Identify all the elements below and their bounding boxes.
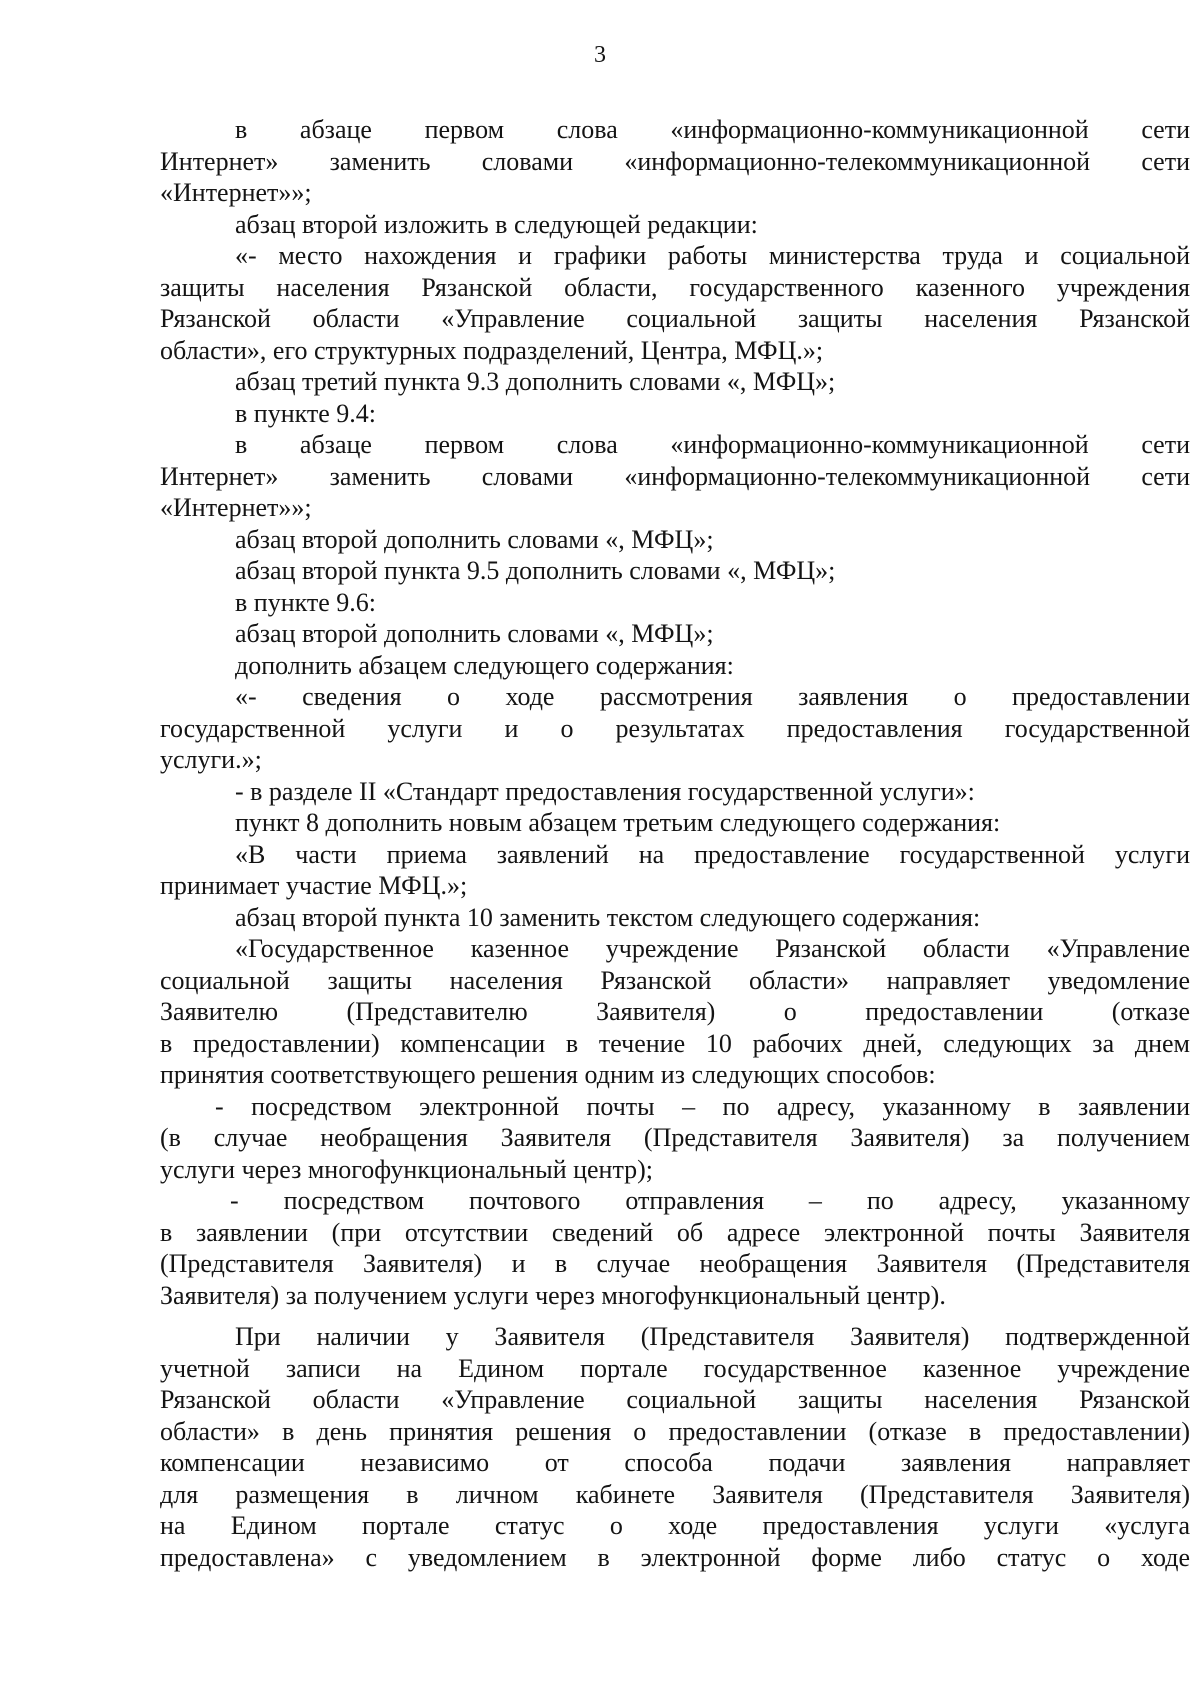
paragraph-10 xyxy=(160,618,1190,650)
paragraph-15 xyxy=(160,839,1190,902)
text-line: абзац второй пункта 9.5 дополнить словами «, МФЦ»; xyxy=(235,556,836,585)
text-line: «Интернет»»; xyxy=(160,493,312,522)
paragraph-6 xyxy=(160,429,1190,524)
text-line: абзац второй дополнить словами «, МФЦ»; xyxy=(235,524,714,554)
paragraph-9 xyxy=(160,587,1190,619)
text-line: принятия соответствующего решения одним из следующих способов: xyxy=(160,1060,936,1089)
text-line: в заявлении (при отсутствии сведений об адресе электронной почты Заявителя xyxy=(160,1217,1190,1247)
document-body xyxy=(160,114,1190,1573)
page-number: 3 xyxy=(594,42,606,68)
text-line: «- сведения о ходе рассмотрения заявления о предоставлении xyxy=(235,682,1190,711)
paragraph-1 xyxy=(160,114,1190,209)
text-line: в пункте 9.4: xyxy=(235,398,377,428)
text-line: пункт 8 дополнить новым абзацем третьим следующего содержания: xyxy=(235,808,1001,837)
paragraph-8 xyxy=(160,555,1190,587)
text-line: - посредством электронной почты – по адресу, указанному в заявлении xyxy=(215,1091,1190,1121)
text-line: области» в день принятия решения о предоставлении (отказе в предоставлении) xyxy=(160,1416,1190,1446)
paragraph-7 xyxy=(160,524,1190,556)
text-line: абзац третий пункта 9.3 дополнить словами «, МФЦ»; xyxy=(235,367,836,396)
paragraph-11 xyxy=(160,650,1190,682)
text-line: Заявителю (Представителю Заявителя) о предоставлении (отказе xyxy=(160,997,1190,1026)
text-line: абзац второй пункта 10 заменить текстом следующего содержания: xyxy=(235,902,981,932)
text-line: для размещения в личном кабинете Заявителя (Представителя Заявителя) xyxy=(160,1479,1190,1509)
paragraph-14 xyxy=(160,807,1190,839)
text-line: услуги.»; xyxy=(160,745,262,774)
text-line: области», его структурных подразделений, Центра, МФЦ.»; xyxy=(160,335,824,365)
text-line: - посредством почтового отправления – по адресу, указанному xyxy=(230,1186,1190,1215)
text-line: на Едином портале статус о ходе предоставления услуги «услуга xyxy=(160,1511,1190,1540)
text-line: При наличии у Заявителя (Представителя Заявителя) подтвержденной xyxy=(235,1322,1190,1351)
text-line: в абзаце первом слова «информационно-коммуникационной сети xyxy=(235,115,1190,144)
paragraph-13 xyxy=(160,776,1190,808)
text-line: Рязанской области «Управление социальной защиты населения Рязанской xyxy=(160,304,1190,333)
paragraph-19 xyxy=(160,1185,1190,1311)
paragraph-17 xyxy=(160,933,1190,1091)
paragraph-18 xyxy=(160,1091,1190,1186)
text-line: абзац второй изложить в следующей редакции: xyxy=(235,209,758,239)
text-line: компенсации независимо от способа подачи заявления направляет xyxy=(160,1448,1190,1477)
text-line: Заявителя) за получением услуги через многофункциональный центр). xyxy=(160,1280,946,1310)
text-line: «Государственное казенное учреждение Рязанской области «Управление xyxy=(235,934,1190,963)
paragraph-12 xyxy=(160,681,1190,776)
text-line: «Интернет»»; xyxy=(160,178,312,207)
text-line: «- место нахождения и графики работы министерства труда и социальной xyxy=(235,241,1190,270)
text-line: социальной защиты населения Рязанской области» направляет уведомление xyxy=(160,965,1190,995)
text-line: Интернет» заменить словами «информационно-телекоммуникационной сети xyxy=(160,461,1190,491)
text-line: «В части приема заявлений на предоставление государственной услуги xyxy=(235,839,1190,869)
paragraph-16 xyxy=(160,902,1190,934)
text-line: защиты населения Рязанской области, государственного казенного учреждения xyxy=(160,272,1190,302)
text-line: в предоставлении) компенсации в течение 10 рабочих дней, следующих за днем xyxy=(160,1028,1190,1058)
text-line: Интернет» заменить словами «информационно-телекоммуникационной сети xyxy=(160,146,1190,176)
text-line: учетной записи на Едином портале государственное казенное учреждение xyxy=(160,1353,1190,1383)
text-line: в абзаце первом слова «информационно-коммуникационной сети xyxy=(235,430,1190,459)
text-line: (Представителя Заявителя) и в случае необращения Заявителя (Представителя xyxy=(160,1249,1190,1278)
text-line: Рязанской области «Управление социальной защиты населения Рязанской xyxy=(160,1385,1190,1414)
paragraph-20 xyxy=(160,1321,1190,1573)
text-line: (в случае необращения Заявителя (Представителя Заявителя) за получением xyxy=(160,1123,1190,1152)
text-line: - в разделе II «Стандарт предоставления государственной услуги»: xyxy=(235,776,975,806)
text-line: в пункте 9.6: xyxy=(235,587,377,617)
text-line: предоставлена» с уведомлением в электронной форме либо статус о ходе xyxy=(160,1542,1190,1572)
paragraph-2 xyxy=(160,209,1190,241)
paragraph-3 xyxy=(160,240,1190,366)
paragraph-4 xyxy=(160,366,1190,398)
paragraph-5 xyxy=(160,398,1190,430)
text-line: абзац второй дополнить словами «, МФЦ»; xyxy=(235,619,714,648)
text-line: дополнить абзацем следующего содержания: xyxy=(235,650,734,680)
text-line: услуги через многофункциональный центр); xyxy=(160,1154,654,1184)
text-line: принимает участие МФЦ.»; xyxy=(160,871,468,900)
text-line: государственной услуги и о результатах предоставления государственной xyxy=(160,713,1190,743)
